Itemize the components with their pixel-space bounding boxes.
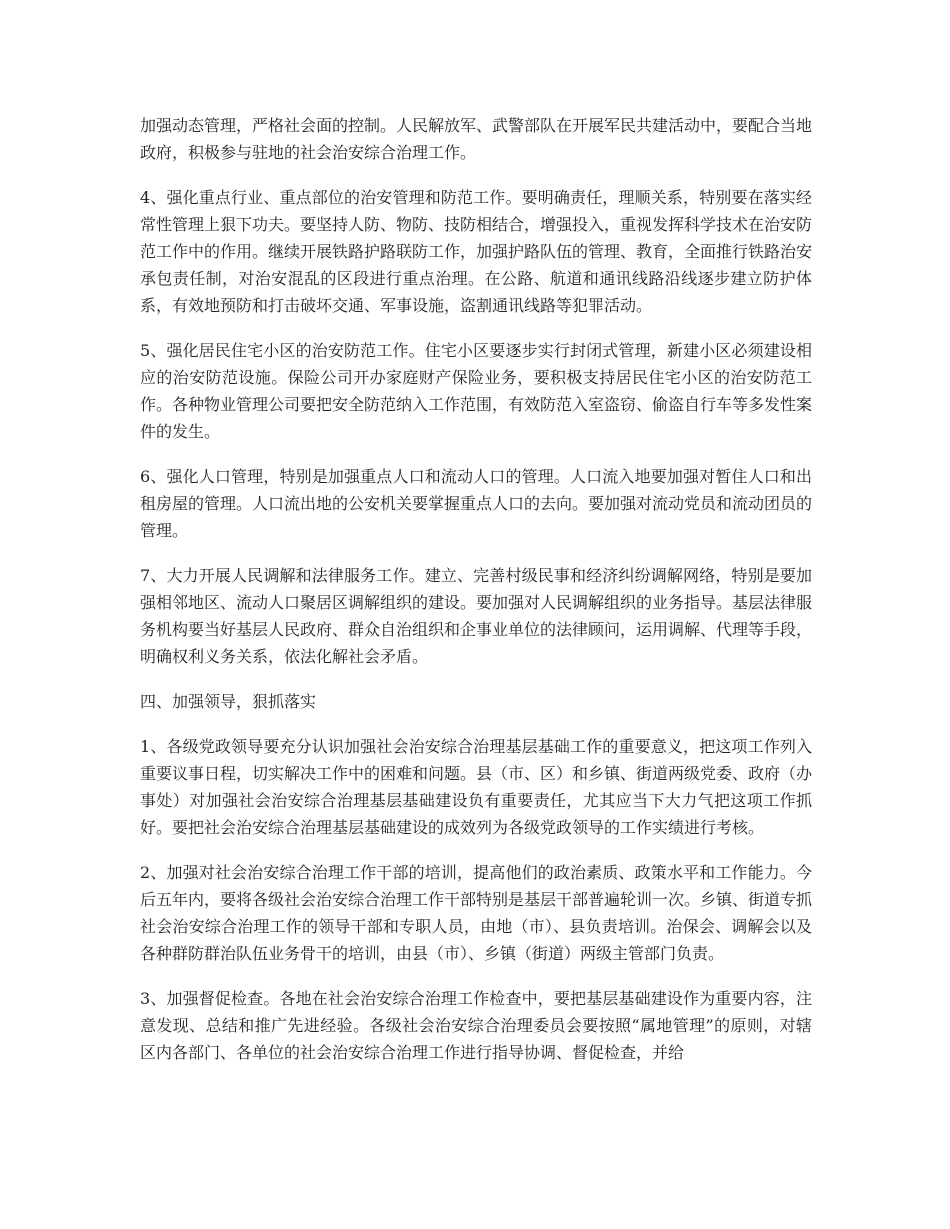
paragraph-section4-item-1: 1、各级党政领导要充分认识加强社会治安综合治理基层基础工作的重要意义，把这项工作列入重要议事日程，切实解决工作中的困难和问题。县（市、区）和乡镇、街道两级党委、政府（办事处）对加强社会治安综合治理基层基础建设负有重要责任，尤其应当下大力气把这项工作抓好。要把社会治安综合治理基层基础建设的成效列为各级党政领导的工作实绩进行考核。 xyxy=(140,737,813,837)
paragraph-section4-item-2: 2、加强对社会治安综合治理工作干部的培训，提高他们的政治素质、政策水平和工作能力。今后五年内，要将各级社会治安综合治理工作干部特别是基层干部普遍轮训一次。乡镇、街道专抓社会治安综合治理工作的领导干部和专职人员，由地（市）、县负责培训。治保会、调解会以及各种群防群治队伍业务骨干的培训，由县（市）、乡镇（街道）两级主管部门负责。 xyxy=(140,863,813,963)
paragraph-item-7: 7、大力开展人民调解和法律服务工作。建立、完善村级民事和经济纠纷调解网络，特别是要加强相邻地区、流动人口聚居区调解组织的建设。要加强对人民调解组织的业务指导。基层法律服务机构要当好基层人民政府、群众自治组织和企事业单位的法律顾问，运用调解、代理等手段，明确权利义务关系，依法化解社会矛盾。 xyxy=(140,566,813,666)
paragraph-continuation: 加强动态管理，严格社会面的控制。人民解放军、武警部队在开展军民共建活动中，要配合当地政府，积极参与驻地的社会治安综合治理工作。 xyxy=(140,116,813,162)
paragraph-item-6: 6、强化人口管理，特别是加强重点人口和流动人口的管理。人口流入地要加强对暂住人口和出租房屋的管理。人口流出地的公安机关要掌握重点人口的去向。要加强对流动党员和流动团员的管理。 xyxy=(140,467,813,540)
document-page xyxy=(140,112,812,1084)
paragraph-item-5: 5、强化居民住宅小区的治安防范工作。住宅小区要逐步实行封闭式管理，新建小区必须建设相应的治安防范设施。保险公司开办家庭财产保险业务，要积极支持居民住宅小区的治安防范工作。各种物业管理公司要把安全防范纳入工作范围，有效防范入室盗窃、偷盗自行车等多发性案件的发生。 xyxy=(140,341,813,441)
section-heading-4: 四、加强领导，狠抓落实 xyxy=(140,692,317,711)
paragraph-item-4: 4、强化重点行业、重点部位的治安管理和防范工作。要明确责任，理顺关系，特别要在落实经常性管理上狠下功夫。要坚持人防、物防、技防相结合，增强投入，重视发挥科学技术在治安防范工作中的作用。继续开展铁路护路联防工作，加强护路队伍的管理、教育，全面推行铁路治安承包责任制，对治安混乱的区段进行重点治理。在公路、航道和通讯线路沿线逐步建立防护体系，有效地预防和打击破坏交通、军事设施，盗割通讯线路等犯罪活动。 xyxy=(140,188,813,315)
paragraph-section4-item-3: 3、加强督促检查。各地在社会治安综合治理工作检查中，要把基层基础建设作为重要内容，注意发现、总结和推广先进经验。各级社会治安综合治理委员会要按照“属地管理”的原则，对辖区内各部门、各单位的社会治安综合治理工作进行指导协调、督促检查，并给 xyxy=(140,989,812,1062)
